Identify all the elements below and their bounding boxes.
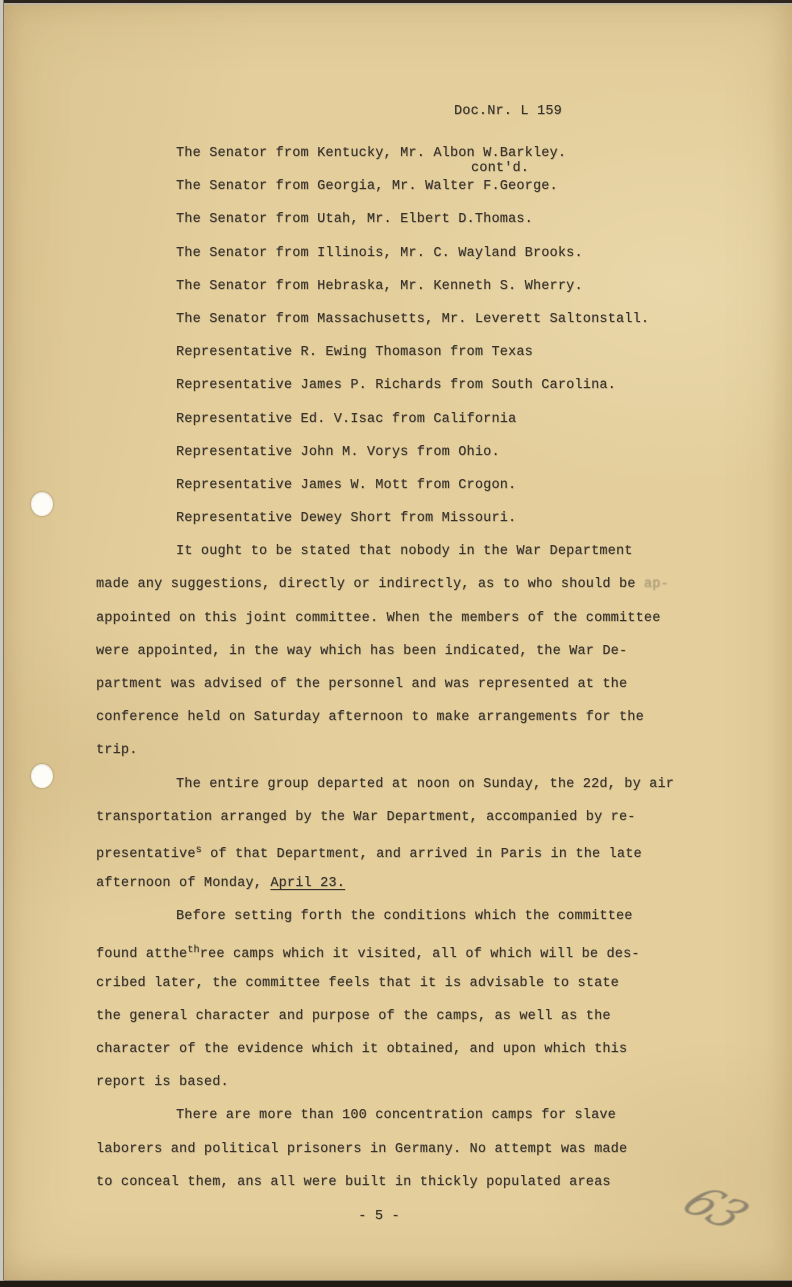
scan-edge-left [0, 0, 4, 1287]
text-line: made any suggestions, directly or indirectly, as to who should be ap- [96, 577, 669, 593]
text-line: The Senator from Kentucky, Mr. Albon W.Barkley. [176, 146, 567, 161]
text-line: appointed on this joint committee. When the members of the committee [96, 610, 661, 626]
text-line: the general character and purpose of the camps, as well as the [96, 1008, 611, 1024]
text-line: There are more than 100 concentration camps for slave [176, 1108, 616, 1124]
text-line: afternoon of Monday, April 23. [96, 876, 346, 892]
handwritten-archive-number: 63 [670, 1178, 758, 1239]
text-line: partment was advised of the personnel and was represented at the [96, 677, 628, 692]
text-line: found atthe$^{th}$ree camps which it visited, all of which will be des- [96, 944, 640, 962]
scanned-page [4, 3, 792, 1280]
scan-edge-top-gray [0, 3, 792, 5]
text-line: Representative James P. Richards from South Carolina. [176, 378, 616, 394]
doc-number: Doc.Nr. L 159 [454, 104, 562, 119]
contd-label: cont'd. [471, 161, 530, 176]
text-line: to conceal them, ans all were built in thickly populated areas [96, 1174, 611, 1190]
text-line: character of the evidence which it obtained, and upon which this [96, 1042, 628, 1058]
hole-punch-top [31, 492, 53, 516]
text-line: The Senator from Georgia, Mr. Walter F.George. [176, 179, 558, 195]
text-line: report is based. [96, 1075, 229, 1091]
text-line: conference held on Saturday afternoon to make arrangements for the [96, 710, 644, 726]
page-number: - 5 - [358, 1209, 400, 1224]
text-line: The Senator from Illinois, Mr. C. Wayland Brooks. [176, 245, 583, 261]
text-line: trip. [96, 743, 138, 759]
text-line: The Senator from Massachusetts, Mr. Leverett Saltonstall. [176, 311, 650, 327]
text-line: It ought to be stated that nobody in the War Department [176, 544, 633, 560]
text-line: The Senator from Hebraska, Mr. Kenneth S. Wherry. [176, 278, 583, 294]
text-line: The entire group departed at noon on Sunday, the 22d, by air [176, 776, 675, 792]
text-line: presentative$^s$ of that Department, and arrived in Paris in the late [96, 844, 642, 862]
text-line: Representative Ed. V.Isac from California [176, 411, 517, 427]
text-line: The Senator from Utah, Mr. Elbert D.Thomas. [176, 212, 533, 228]
hole-punch-bottom [31, 764, 53, 788]
body-lines [96, 137, 712, 1199]
text-line: Representative R. Ewing Thomason from Texas [176, 345, 533, 361]
text-line: Before setting forth the conditions which the committee [176, 909, 633, 925]
text-line: cribed later, the committee feels that it is advisable to state [96, 975, 619, 991]
text-line: laborers and political prisoners in Germany. No attempt was made [96, 1141, 628, 1157]
text-line: Representative John M. Vorys from Ohio. [176, 444, 500, 460]
text-line: were appointed, in the way which has been indicated, the War De- [96, 643, 628, 659]
text-line: Representative James W. Mott from Crogon. [176, 477, 517, 493]
text-line: Representative Dewey Short from Missouri. [176, 511, 517, 527]
text-line: transportation arranged by the War Department, accompanied by re- [96, 809, 636, 825]
scan-edge-bottom [0, 1281, 792, 1287]
